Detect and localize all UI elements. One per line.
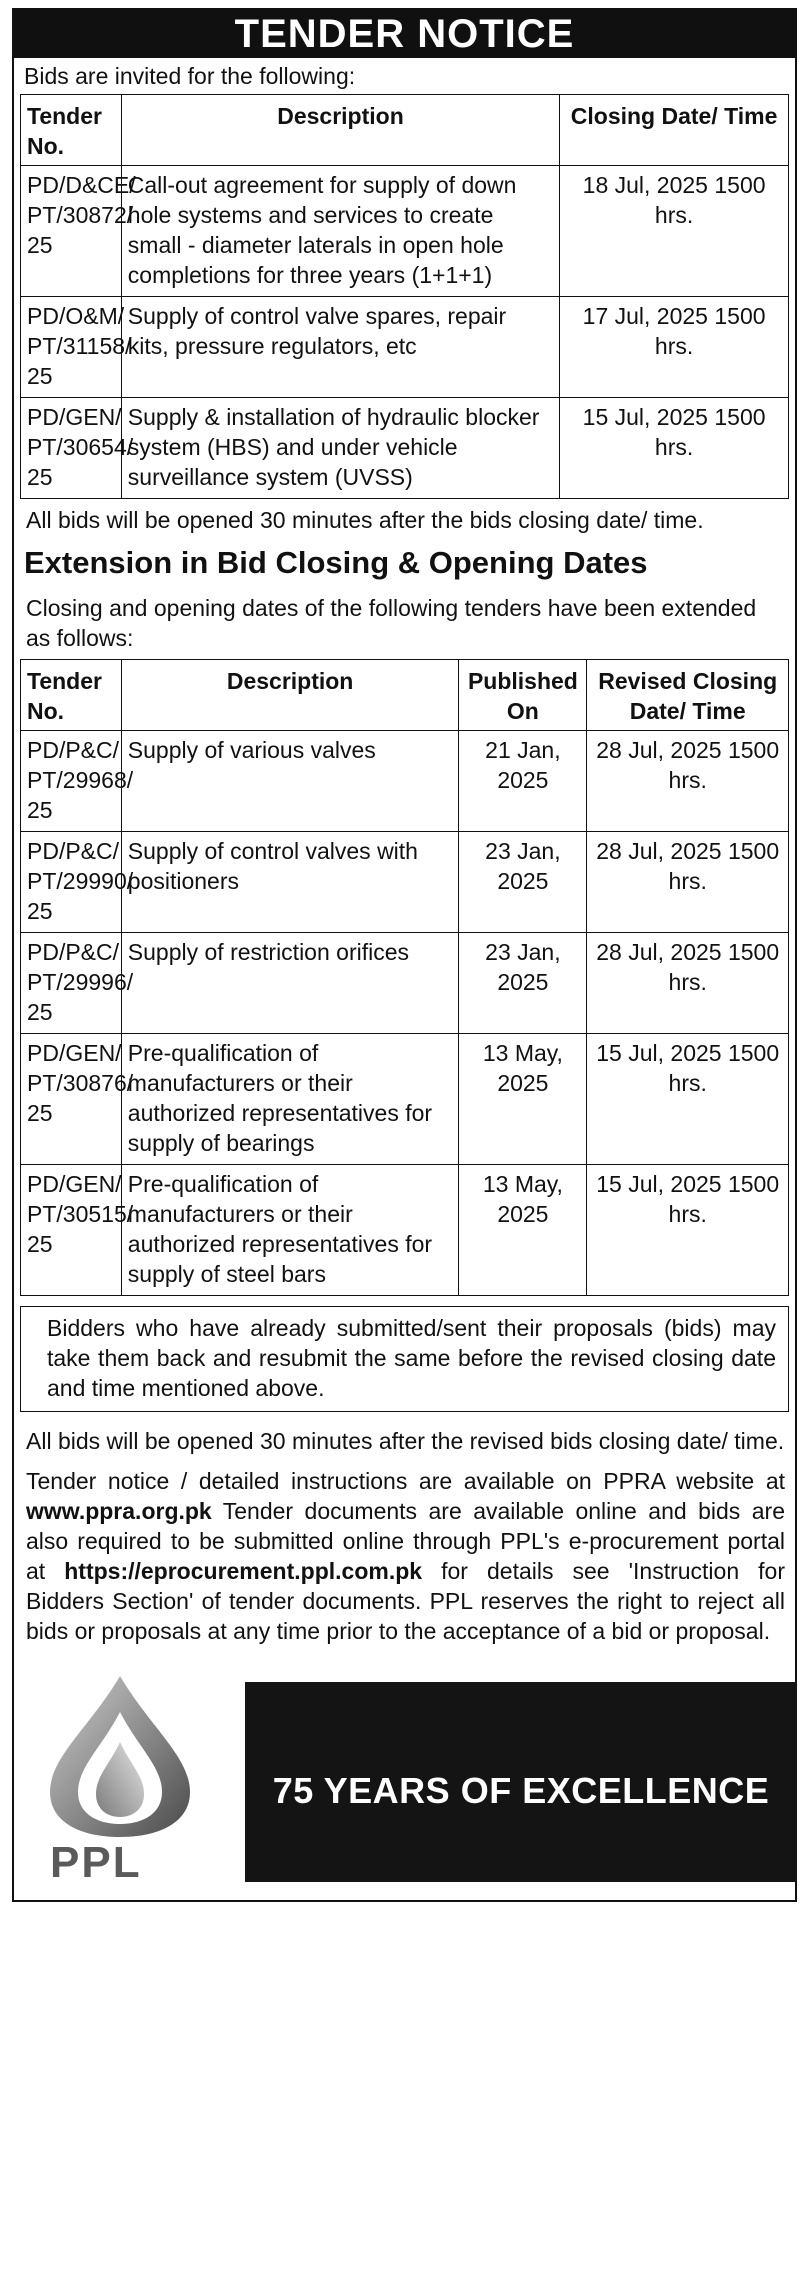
- published-date: 23 Jan, 2025: [459, 933, 587, 1034]
- revised-closing-date: 28 Jul, 2025 1500 hrs.: [587, 933, 789, 1034]
- tender-description: Supply & installation of hydraulic blocker system (HBS) and under vehicle surveillance system (UVSS): [121, 398, 559, 499]
- tender-no: PD/O&M/ PT/31158/ 25: [21, 297, 122, 398]
- header-closing: Closing Date/ Time: [560, 95, 789, 166]
- table-row: [21, 1165, 789, 1296]
- tender-description: Pre-qualification of manufacturers or their authorized representatives for supply of steel bars: [121, 1165, 459, 1296]
- table-row: [21, 297, 789, 398]
- tender-table: [20, 94, 789, 499]
- published-date: 21 Jan, 2025: [459, 731, 587, 832]
- tender-notice-page: [12, 8, 797, 1902]
- tender-no: PD/P&C/ PT/29968/ 25: [21, 731, 122, 832]
- tender-no: PD/D&CE/ PT/30872/ 25: [21, 166, 122, 297]
- closing-date: 17 Jul, 2025 1500 hrs.: [560, 297, 789, 398]
- tender-description: Pre-qualification of manufacturers or their authorized representatives for supply of bearings: [121, 1034, 459, 1165]
- instructions-text-2: Tender documents are available online and bids are also required to be submitted online through PPL's e-procurement portal at: [26, 1498, 785, 1584]
- table-row: [21, 731, 789, 832]
- published-date: 13 May, 2025: [459, 1034, 587, 1165]
- extension-intro: Closing and opening dates of the following tenders have been extended as follows:: [26, 595, 757, 651]
- notice-frame: [12, 58, 797, 1902]
- header-description: Description: [121, 95, 559, 166]
- header-tender-no: Tender No.: [21, 660, 122, 731]
- tender-description: Supply of restriction orifices: [121, 933, 459, 1034]
- tender-no: PD/P&C/ PT/29990/ 25: [21, 832, 122, 933]
- instructions-paragraph: [14, 1462, 795, 1656]
- logo-text: PPL: [50, 1838, 142, 1887]
- header-published: Published On: [459, 660, 587, 731]
- extension-heading: Extension in Bid Closing & Opening Dates: [24, 545, 648, 580]
- excellence-banner: [245, 1682, 797, 1882]
- header-tender-no: Tender No.: [21, 95, 122, 166]
- published-date: 13 May, 2025: [459, 1165, 587, 1296]
- published-date: 23 Jan, 2025: [459, 832, 587, 933]
- extension-table-header: [21, 660, 789, 731]
- ppra-link[interactable]: www.ppra.org.pk: [26, 1498, 212, 1524]
- instructions-text-3: for details see 'Instruction for Bidders Section' of tender documents. PPL reserves the right to reject all bids or proposals at any time prior to the acceptance of a bid or proposal.: [26, 1558, 786, 1644]
- table-row: [21, 1034, 789, 1165]
- footer: [20, 1672, 789, 1892]
- eprocurement-link[interactable]: https://eprocurement.ppl.com.pk: [64, 1558, 423, 1584]
- table-row: [21, 166, 789, 297]
- header-description: Description: [121, 660, 459, 731]
- table-row: [21, 398, 789, 499]
- flame-drop-icon: [20, 1672, 228, 1842]
- tender-description: Supply of control valves with positioners: [121, 832, 459, 933]
- revised-opening-note: All bids will be opened 30 minutes after the revised bids closing date/ time.: [26, 1428, 785, 1454]
- tender-no: PD/GEN/ PT/30876/ 25: [21, 1034, 122, 1165]
- extension-table: [20, 659, 789, 1296]
- table-row: [21, 832, 789, 933]
- tender-table-header: [21, 95, 789, 166]
- tender-description: Call-out agreement for supply of down hole systems and services to create small - diameter laterals in open hole completions for three years (1+1+1): [121, 166, 559, 297]
- bidders-note-box: Bidders who have already submitted/sent their proposals (bids) may take them back and resubmit the same before the revised closing date and time mentioned above.: [20, 1306, 789, 1412]
- page-title: TENDER NOTICE: [12, 8, 797, 58]
- revised-closing-date: 15 Jul, 2025 1500 hrs.: [587, 1165, 789, 1296]
- tender-no: PD/P&C/ PT/29996/ 25: [21, 933, 122, 1034]
- intro-text: Bids are invited for the following:: [24, 63, 356, 89]
- tender-no: PD/GEN/ PT/30654/ 25: [21, 398, 122, 499]
- table-row: [21, 933, 789, 1034]
- closing-date: 15 Jul, 2025 1500 hrs.: [560, 398, 789, 499]
- opening-note: All bids will be opened 30 minutes after the bids closing date/ time.: [26, 507, 704, 533]
- tender-no: PD/GEN/ PT/30515/ 25: [21, 1165, 122, 1296]
- closing-date: 18 Jul, 2025 1500 hrs.: [560, 166, 789, 297]
- revised-closing-date: 28 Jul, 2025 1500 hrs.: [587, 832, 789, 933]
- tender-description: Supply of control valve spares, repair kits, pressure regulators, etc: [121, 297, 559, 398]
- revised-closing-date: 15 Jul, 2025 1500 hrs.: [587, 1034, 789, 1165]
- tender-description: Supply of various valves: [121, 731, 459, 832]
- revised-closing-date: 28 Jul, 2025 1500 hrs.: [587, 731, 789, 832]
- header-revised-closing: Revised Closing Date/ Time: [587, 660, 789, 731]
- ppl-logo: [20, 1672, 228, 1887]
- instructions-text-1: Tender notice / detailed instructions are available on PPRA website at: [26, 1468, 785, 1494]
- banner-text: 75 YEARS OF EXCELLENCE: [272, 1770, 770, 1811]
